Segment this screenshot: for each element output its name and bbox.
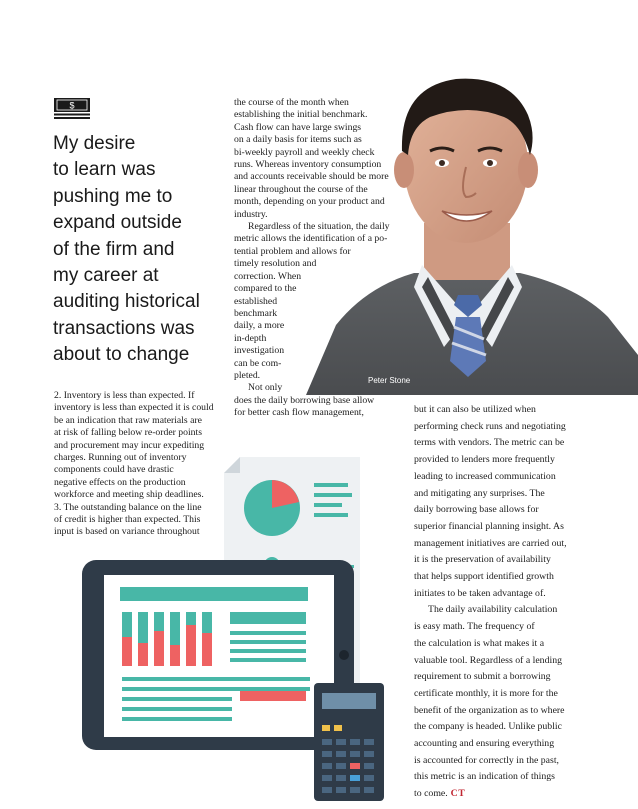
body-left-line: charges. Running out of inventory — [54, 452, 187, 464]
body-middle-line: established — [234, 295, 278, 307]
body-right-line: benefit of the organization as to where — [414, 704, 565, 716]
body-right-line: certificate monthly, it is more for the — [414, 687, 558, 699]
body-right-line: it is the preservation of availability — [414, 554, 551, 566]
end-mark: CT — [447, 788, 466, 800]
body-middle-line: Cash flow can have large swings — [234, 121, 362, 133]
body-right-line: this metric is an indication of things — [414, 771, 555, 783]
body-middle-line: linear throughout the course of the — [234, 183, 368, 195]
finance-illustration — [82, 445, 392, 802]
body-middle-line: bi-weekly payroll and weekly check — [234, 146, 375, 158]
body-right-line: management initiatives are carried out, — [414, 537, 567, 549]
pull-quote-line: transactions was — [53, 317, 195, 339]
body-right-line: is easy math. The frequency of — [414, 621, 535, 633]
body-middle-line: establishing the initial benchmark. — [234, 109, 368, 121]
pull-quote — [53, 131, 231, 369]
calculator-icon — [314, 683, 384, 801]
body-right-line: initiates to be taken advantage of. — [414, 587, 546, 599]
pull-quote-line: auditing historical — [53, 291, 200, 313]
pull-quote-line: of the firm and — [53, 238, 175, 260]
body-middle-line: investigation — [234, 345, 285, 357]
pull-quote-line: my career at — [53, 265, 159, 287]
body-right-line: the calculation is what makes it a — [414, 637, 545, 649]
money-symbol: $ — [69, 100, 75, 111]
body-middle-line: Not only — [248, 382, 283, 394]
body-right-line: superior financial planning insight. As — [414, 520, 564, 532]
pull-quote-line: pushing me to — [53, 185, 173, 207]
portrait-photo — [296, 55, 638, 395]
body-middle-line: metric allows the identification of a po- — [234, 233, 388, 245]
body-right-line: provided to lenders more frequently — [414, 454, 555, 466]
body-right-line: that helps support identified growth — [414, 571, 554, 583]
body-middle-line: daily, a more — [234, 320, 285, 332]
body-middle-line: runs. Whereas inventory consumption — [234, 159, 382, 171]
body-left-line: 2. Inventory is less than expected. If — [54, 390, 195, 401]
body-right-line: daily borrowing base allows for — [414, 504, 539, 516]
body-middle-line: Regardless of the situation, the daily — [248, 221, 390, 233]
body-middle-line: benchmark — [234, 307, 278, 319]
body-middle-line: can be com- — [234, 357, 282, 369]
body-middle-line: the course of the month when — [234, 97, 349, 108]
money-stack-icon — [54, 98, 90, 120]
body-left-line: of credit is higher than expected. This — [54, 514, 201, 526]
body-left-line: negative effects on the production — [54, 476, 186, 488]
photo-caption: Peter Stone — [368, 376, 411, 385]
body-right-line: is accounted for correctly in the past, — [414, 754, 559, 766]
body-right-line: leading to increased communication — [414, 470, 556, 482]
pull-quote-line: expand outside — [53, 212, 182, 234]
pull-quote-line: about to change — [53, 344, 190, 366]
body-middle-line: pleted. — [234, 369, 261, 381]
body-left-line: inventory is less than expected it is could — [54, 402, 214, 414]
body-middle-line: compared to the — [234, 283, 297, 295]
pull-quote-line: to learn was — [53, 159, 156, 181]
body-left-line: 3. The outstanding balance on the line — [54, 501, 202, 513]
body-left-line: workforce and meeting ship deadlines. — [54, 489, 204, 501]
body-middle-line: industry. — [234, 208, 268, 220]
body-right-line: and mitigating any surprises. The — [414, 487, 545, 499]
body-middle-line: correction. When — [234, 270, 302, 282]
body-left-line: input is based on variance throughout — [54, 526, 200, 538]
body-right-line: to come. CT — [414, 788, 466, 800]
body-right-line: performing check runs and negotiating — [414, 420, 566, 432]
body-middle-line: timely resolution and — [234, 258, 317, 270]
body-right-line: valuable tool. Regardless of a lending — [414, 654, 563, 666]
body-middle-line: for better cash flow management, — [234, 407, 364, 419]
body-left-line: be an indication that raw materials are — [54, 414, 202, 426]
body-right-line: The daily availability calculation — [428, 604, 558, 616]
body-right-line: requirement to submit a borrowing — [414, 671, 551, 683]
body-right-line: the company is headed. Unlike public — [414, 721, 563, 733]
body-middle-line: tential problem and allows for — [234, 245, 351, 257]
body-middle-line: does the daily borrowing base allow — [234, 394, 375, 406]
body-left-line: components could have drastic — [54, 464, 174, 476]
body-middle-line: on a daily basis for items such as — [234, 134, 362, 146]
body-middle-line: month, depending on your product and — [234, 196, 385, 208]
pull-quote-line: My desire — [53, 133, 136, 154]
body-left-line: at risk of falling below re-order points — [54, 427, 202, 439]
body-middle-line: and accounts receivable should be more — [234, 171, 389, 183]
tablet-icon — [82, 560, 354, 750]
body-right-line: terms with vendors. The metric can be — [414, 437, 565, 449]
body-column-right — [414, 402, 594, 803]
body-middle-line: in-depth — [234, 332, 267, 344]
body-right-line: but it can also be utilized when — [414, 404, 536, 415]
body-left-line: and procurement may incur expediting — [54, 439, 205, 451]
body-right-line: accounting and ensuring everything — [414, 738, 555, 750]
